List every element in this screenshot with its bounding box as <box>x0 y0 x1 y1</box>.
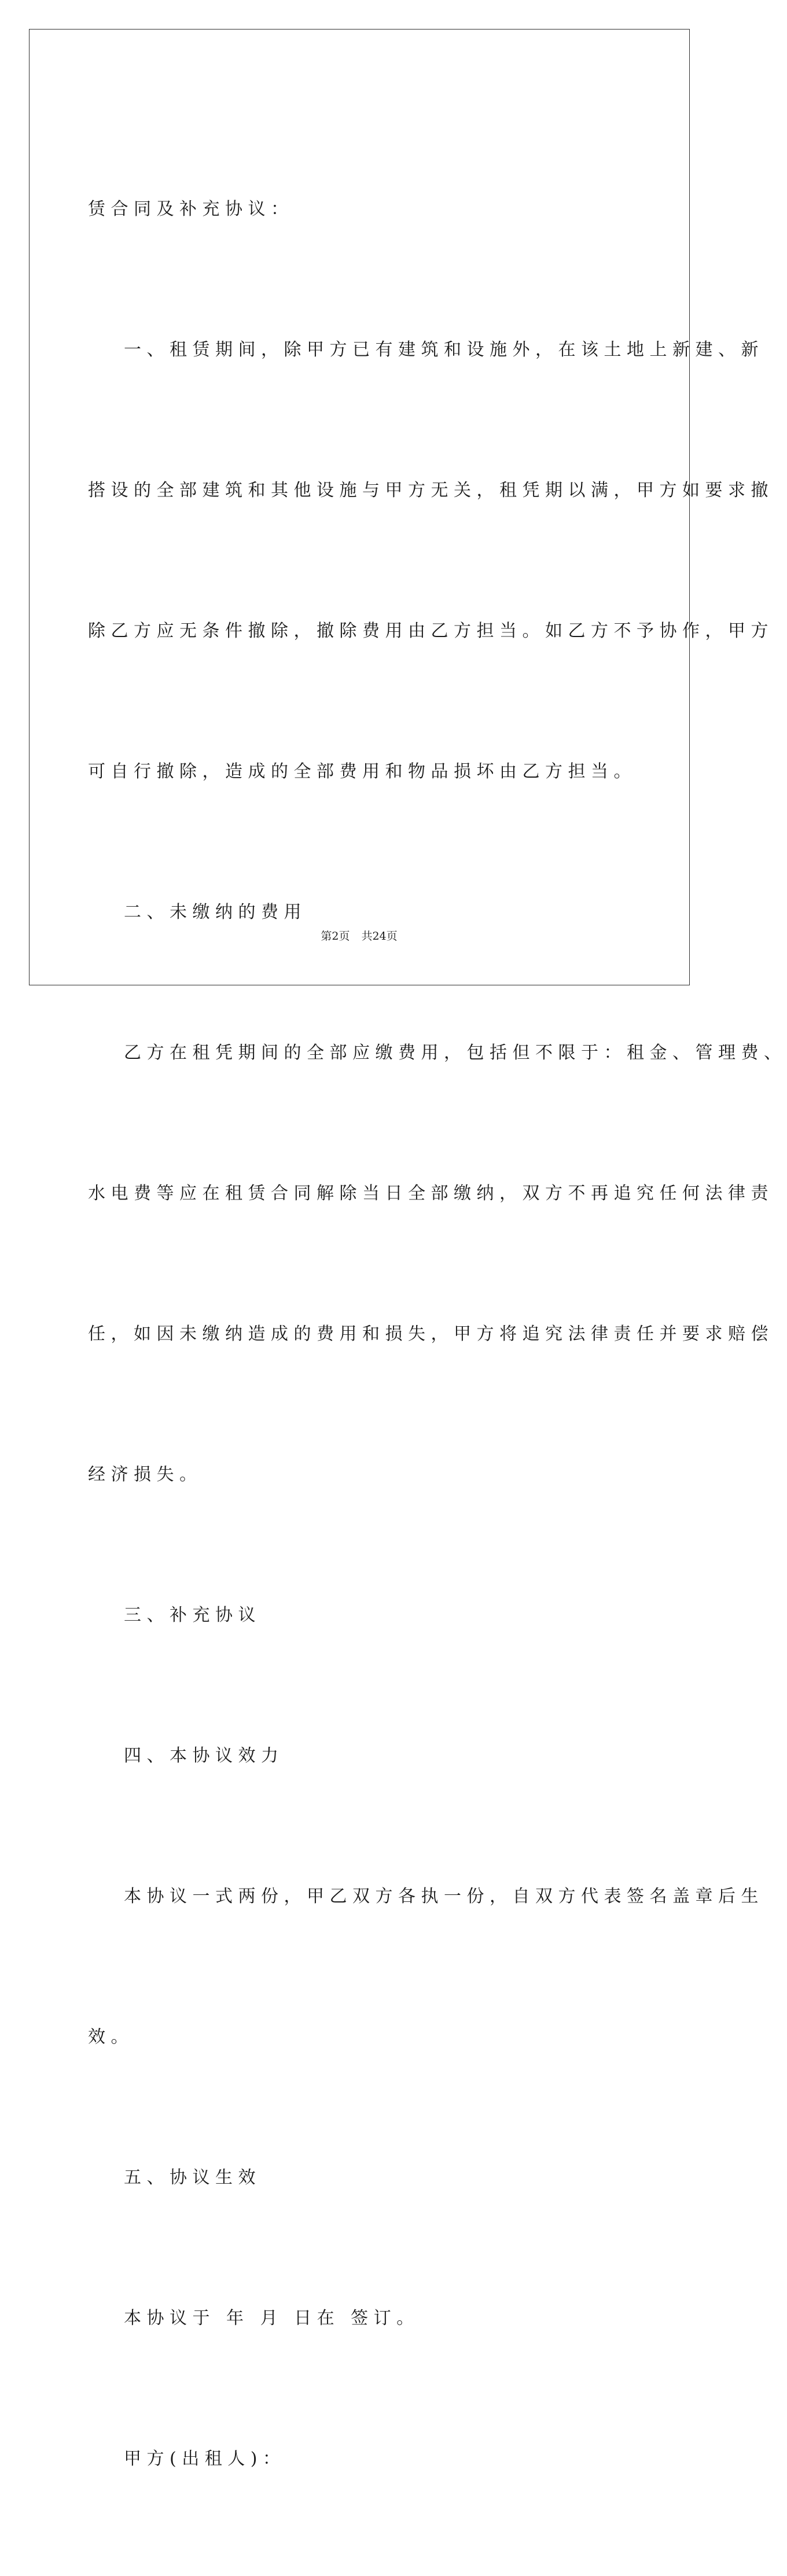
text-line: 搭设的全部建筑和其他设施与甲方无关，租凭期以满，甲方如要求撤 <box>88 480 774 501</box>
page-number: 第2页 <box>321 930 350 943</box>
text-line: 可自行撤除，造成的全部费用和物品损坏由乙方担当。 <box>88 761 637 782</box>
text-line: 经济损失。 <box>88 1464 203 1485</box>
section-heading: 三、补充协议 <box>124 1605 261 1625</box>
text-line: 效。 <box>88 2027 134 2047</box>
page-total: 共24页 <box>361 930 398 943</box>
text-line: 水电费等应在租赁合同解除当日全部缴纳，双方不再追究任何法律责 <box>88 1183 774 1204</box>
text-line: 除乙方应无条件撤除，撤除费用由乙方担当。如乙方不予协作，甲方 <box>88 621 774 641</box>
page-footer <box>0 928 718 943</box>
document-text <box>88 92 787 2576</box>
text-line: 一、租赁期间，除甲方已有建筑和设施外，在该土地上新建、新 <box>124 340 764 360</box>
text-line: 赁合同及补充协议： <box>88 199 294 219</box>
section-heading: 四、本协议效力 <box>124 1746 284 1766</box>
text-line: 本协议于 年 月 日在 签订。 <box>124 2308 420 2328</box>
text-line: 乙方在租凭期间的全部应缴费用，包括但不限于：租金、管理费、 <box>124 1043 787 1063</box>
text-line: 本协议一式两份，甲乙双方各执一份，自双方代表签名盖章后生 <box>124 1886 764 1907</box>
section-heading: 二、未缴纳的费用 <box>124 902 307 922</box>
document-body <box>88 92 787 2576</box>
text-line: 甲方(出租人)： <box>124 2449 286 2469</box>
section-heading: 五、协议生效 <box>124 2167 261 2188</box>
text-line: 任，如因未缴纳造成的费用和损失，甲方将追究法律责任并要求赔偿 <box>88 1324 774 1344</box>
